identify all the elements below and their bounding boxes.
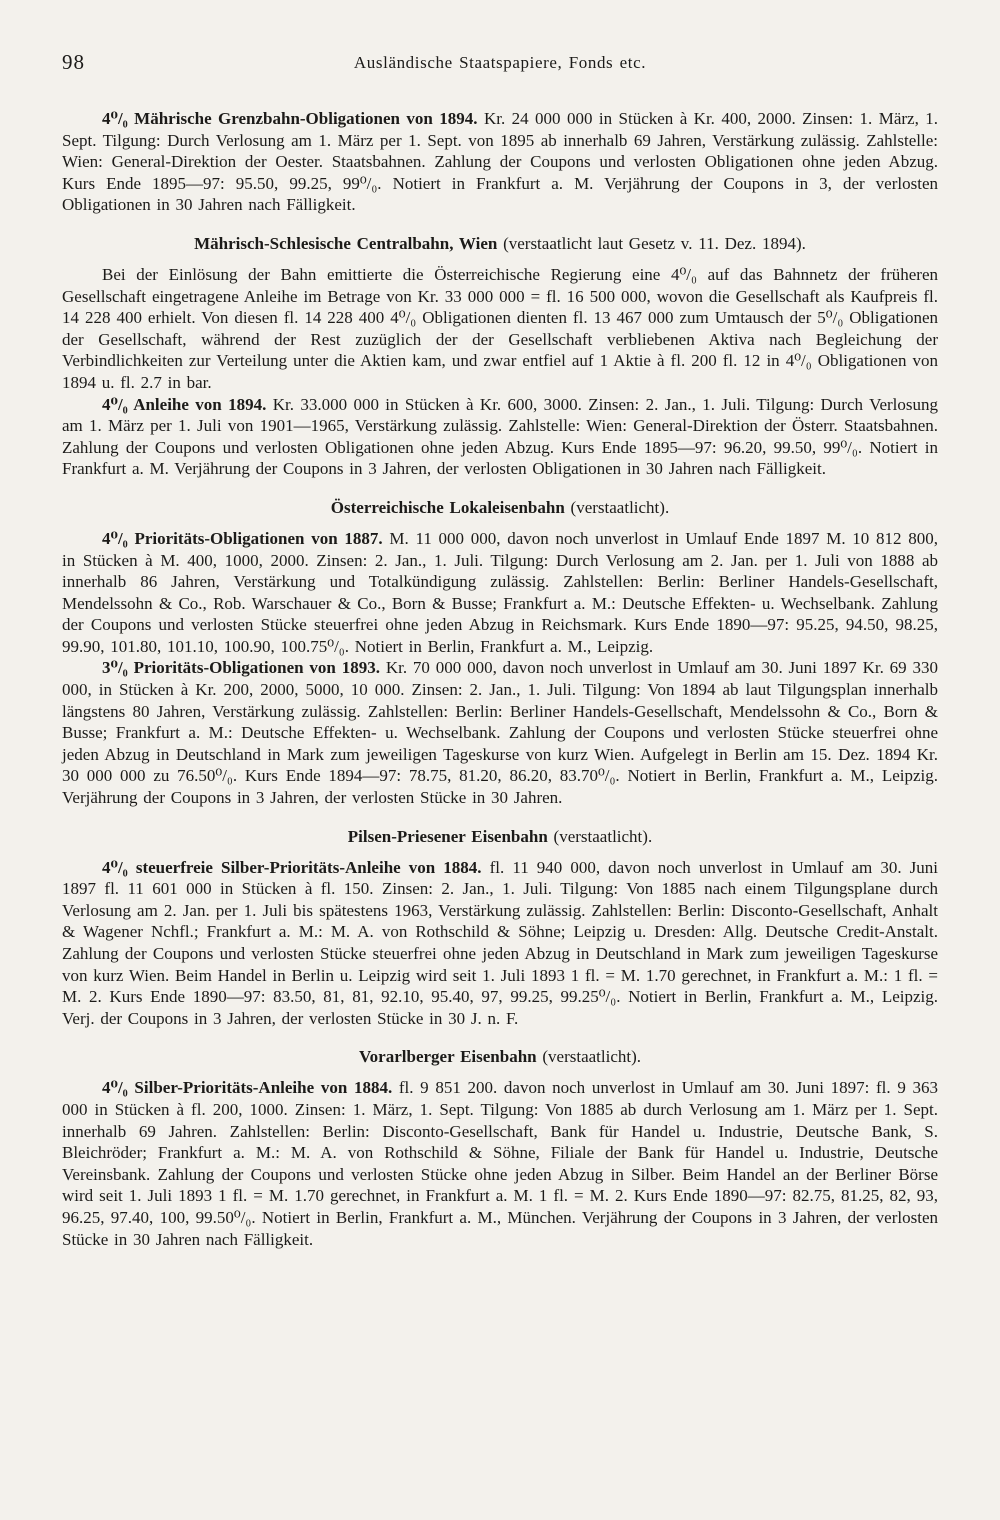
paragraph-text: Bei der Einlösung der Bahn emittierte die Österreichische Regierung eine 4⁰/₀ auf das Bahnnetz der früheren Gesellschaft eingetragene Anleihe im Betrage von Kr. 33 000 000 = fl. 16 500 000, wovon die Gesellschaft als Kaufpreis fl. 14 228 400 erhielt. Von diesen fl. 14 228 400 4⁰/₀ Obligationen dienten fl. 13 467 000 zum Umtausch der 5⁰/₀ Obligationen der Gesellschaft, während der Rest zuzüglich der der Gesellschaft verbliebenen Aktiva nach Begleichung der Verbindlichkeiten zur Verteilung unter die Aktien kam, und zwar entfiel auf 1 Aktie à fl. 200 fl. 12 in 4⁰/₀ Obligationen von 1894 u. fl. 2.7 in bar.: [62, 264, 938, 392]
page-number: 98: [62, 50, 85, 74]
paragraph: [62, 1077, 938, 1250]
section-heading: [62, 826, 938, 848]
bond-title: 4⁰/₀ Anleihe von 1894.: [102, 394, 267, 414]
bond-title: 4⁰/₀ steuerfreie Silber-Prioritäts-Anleihe von 1884.: [102, 857, 482, 877]
paragraph-text: Kr. 33.000 000 in Stücken à Kr. 600, 3000. Zinsen: 2. Jan., 1. Juli. Tilgung: Durch Verlosung am 1. März per 1. Juli von 1901—1965, Verstärkung zulässig. Zahlstelle: Wien: General-Direktion der Österr. Staatsbahnen. Zahlung der Coupons und verlosten Obligationen ohne jeden Abzug. Kurs Ende 1895—97: 96.20, 99.50, 99⁰/₀. Notiert in Frankfurt a. M. Verjährung der Coupons in 3 Jahren, der verlosten Obligationen in 30 Jahren nach Fälligkeit.: [62, 394, 939, 479]
paragraph: [62, 657, 938, 808]
paragraph-text: Kr. 24 000 000 in Stücken à Kr. 400, 2000. Zinsen: 1. März, 1. Sept. Tilgung: Durch Verlosung am 1. März per 1. Sept. von 1895 ab innerhalb 69 Jahren, Verstärkung zulässig. Zahlstelle: Wien: General-Direktion der Oester. Staatsbahnen. Zahlung der Coupons und verlosten Obligationen ohne jeden Abzug. Kurs Ende 1895—97: 95.50, 99.25, 99⁰/₀. Notiert in Frankfurt a. M. Verjährung der Coupons in 3, der verlosten Obligationen in 30 Jahren nach Fälligkeit.: [62, 109, 939, 215]
section-maehrische-grenzbahn: [62, 108, 938, 216]
bond-title: 4⁰/₀ Silber-Prioritäts-Anleihe von 1884.: [102, 1078, 393, 1098]
page-body: [62, 108, 938, 1250]
bond-title: 3⁰/₀ Prioritäts-Obligationen von 1893.: [102, 658, 380, 678]
section-heading: [62, 233, 938, 255]
bond-title: 4⁰/₀ Mährische Grenzbahn-Obligationen von 1894.: [102, 109, 478, 128]
paragraph: [62, 857, 938, 1030]
paragraph: [62, 528, 938, 658]
section-maehrisch-schlesische-centralbahn: [62, 233, 938, 480]
section-heading: [62, 1046, 938, 1068]
running-title: Ausländische Staatspapiere, Fonds etc.: [353, 53, 647, 72]
section-heading-title: Pilsen-Priesener Eisenbahn: [347, 826, 548, 846]
section-heading-suffix: (verstaatlicht).: [570, 497, 670, 517]
section-heading-suffix: (verstaatlicht).: [542, 1047, 642, 1067]
paragraph-text: M. 11 000 000, davon noch unverlost in Umlauf Ende 1897 M. 10 812 800, in Stücken à M. 400, 1000, 2000. Zinsen: 2. Jan., 1. Juli. Tilgung: Durch Verlosung am 2. Jan. per 1. Juli von 1888 ab innerhalb 86 Jahren, Verstärkung und Totalkündigung zulässig. Zahlstellen: Berlin: Berliner Handels-Gesellschaft, Mendelssohn & Co., Rob. Warschauer & Co., Born & Busse; Frankfurt a. M.: Deutsche Effekten- u. Wechselbank. Zahlung der Coupons und verlosten Stücke steuerfrei ohne jeden Abzug in Reichsmark. Kurs Ende 1890—97: 95.25, 94.50, 98.25, 99.90, 101.80, 101.10, 100.90, 100.75⁰/₀. Notiert in Berlin, Frankfurt a. M., Leipzig.: [62, 528, 939, 656]
bond-title: 4⁰/₀ Prioritäts-Obligationen von 1887.: [102, 528, 383, 548]
section-heading-title: Mährisch-Schlesische Centralbahn, Wien: [194, 233, 498, 253]
paragraph: [62, 108, 938, 216]
page-header: [62, 52, 938, 78]
section-heading-title: Vorarlberger Eisenbahn: [358, 1047, 537, 1067]
section-oesterreichische-lokaleisenbahn: [62, 497, 938, 809]
section-heading-suffix: (verstaatlicht).: [553, 826, 653, 846]
section-pilsen-priesener-eisenbahn: [62, 826, 938, 1030]
paragraph-text: fl. 9 851 200. davon noch unverlost in Umlauf am 30. Juni 1897: fl. 9 363 000 in Stücken à fl. 200, 1000. Zinsen: 1. März, 1. Sept. Tilgung: Von 1885 ab durch Verlosung am 1. März per 1. Sept. innerhalb 69 Jahren. Zahlstellen: Berlin: Disconto-Gesellschaft, Bank für Handel u. Industrie, Deutsche Bank, S. Bleichröder; Frankfurt a. M.: M. A. von Rothschild & Söhne, Filiale der Bank für Handel u. Industrie, Deutsche Vereinsbank. Zahlung der Coupons und verlosten Stücke ohne jeden Abzug in Silber. Beim Handel an der Berliner Börse wird seit 1. Juli 1893 1 fl. = M. 1.70 gerechnet, in Frankfurt a. M. 1 fl. = M. 2. Kurs Ende 1890—97: 82.75, 81.25, 82, 93, 96.25, 97.40, 100, 99.50⁰/₀. Notiert in Berlin, Frankfurt a. M., München. Verjährung der Coupons in 3 Jahren, der verlosten Stücke in 30 Jahren nach Fälligkeit.: [62, 1078, 938, 1249]
section-heading-title: Österreichische Lokaleisenbahn: [330, 497, 565, 517]
paragraph-text: Kr. 70 000 000, davon noch unverlost in Umlauf am 30. Juni 1897 Kr. 69 330 000, in Stücken à Kr. 200, 2000, 5000, 10 000. Zinsen: 2. Jan., 1. Juli. Tilgung: Von 1894 ab laut Tilgungsplan innerhalb längstens 80 Jahren, Verstärkung zulässig. Zahlstellen: Berlin: Berliner Handels-Gesellschaft, Mendelssohn & Co., Born & Busse; Frankfurt a. M.: Deutsche Effekten- u. Wechselbank. Zahlung der Coupons und verlosten Stücke steuerfrei ohne jeden Abzug in Deutschland in Mark zum jeweiligen Tageskurse von kurz Wien. Aufgelegt in Berlin am 15. Dez. 1894 Kr. 30 000 000 zu 76.50⁰/₀. Kurs Ende 1894—97: 78.75, 81.20, 86.20, 83.70⁰/₀. Notiert in Berlin, Frankfurt a. M., Leipzig. Verjährung der Coupons in 3 Jahren, der verlosten Stücke in 30 Jahren.: [62, 658, 938, 808]
paragraph-text: fl. 11 940 000, davon noch unverlost in Umlauf am 30. Juni 1897 fl. 11 601 000 in Stücken à fl. 150. Zinsen: 2. Jan., 1. Juli. Tilgung: Von 1885 nach einem Tilgungsplane durch Verlosung am 2. Jan. per 1. Juli bis spätestens 1963, Verstärkung zulässig. Zahlstellen: Berlin: Disconto-Gesellschaft, Anhalt & Wagener Nchfl.; Frankfurt a. M.: M. A. von Rothschild & Söhne; Leipzig u. Dresden: Allg. Deutsche Credit-Anstalt. Zahlung der Coupons und verlosten Stücke steuerfrei ohne jeden Abzug in Deutschland in Mark zum jeweiligen Tageskurse von kurz Wien. Beim Handel in Berlin u. Leipzig wird seit 1. Juli 1893 1 fl. = M. 1.70 gerechnet, in Frankfurt a. M.: 1 fl. = M. 2. Kurs Ende 1890—97: 83.50, 81, 81, 92.10, 95.40, 97, 99.25, 99.25⁰/₀. Notiert in Berlin, Frankfurt a. M., Leipzig. Verj. der Coupons in 3 Jahren, der verlosten Stücke in 30 J. n. F.: [62, 857, 938, 1028]
section-heading: [62, 497, 938, 519]
paragraph: [62, 394, 938, 480]
paragraph: [62, 264, 938, 394]
section-heading-suffix: (verstaatlicht laut Gesetz v. 11. Dez. 1894).: [503, 233, 806, 253]
section-vorarlberger-eisenbahn: [62, 1046, 938, 1250]
